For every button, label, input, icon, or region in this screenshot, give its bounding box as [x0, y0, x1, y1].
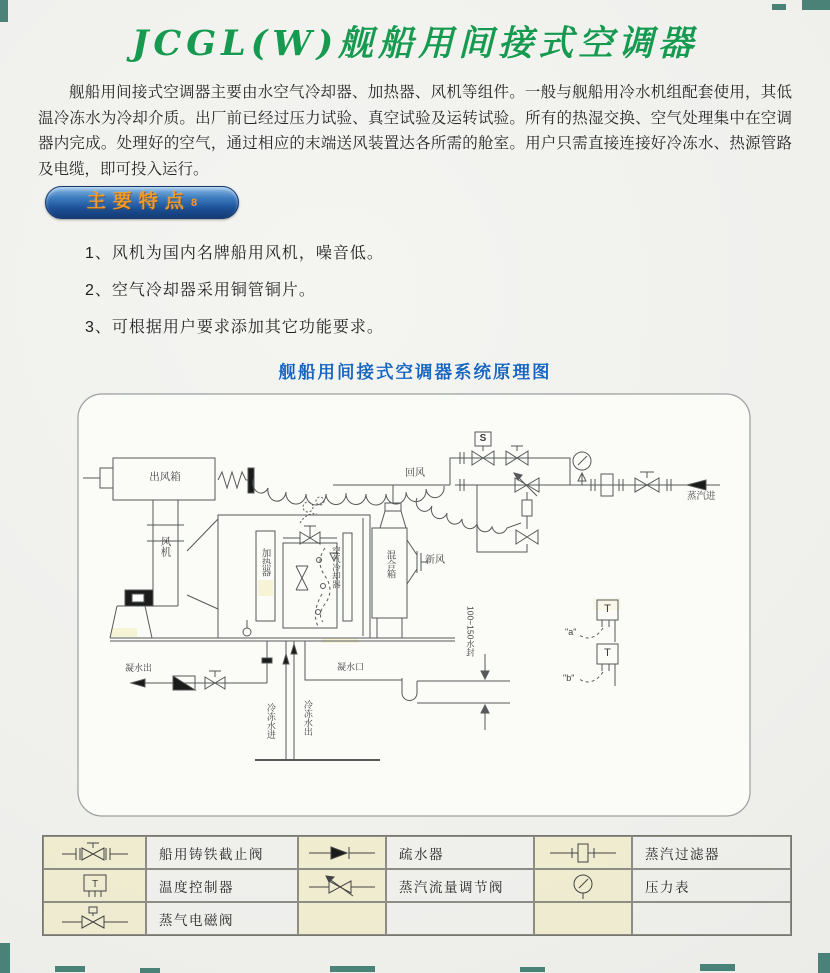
fresh-air-label: 新风 — [425, 555, 445, 566]
features-badge-label: 主要特点 — [86, 191, 191, 212]
scan-mark — [700, 964, 735, 971]
scan-mark — [802, 0, 830, 10]
temp-controller-t-label: T — [604, 603, 611, 615]
intro-paragraph: 舰船用间接式空调器主要由水空气冷却器、加热器、风机等组件。一般与舰船用冷水机组配套使用，其低温冷冻水为冷却介质。出厂前已经过压力试验、真空试验及运转试验。所有的热湿交换、空气处理集中在空调器内完成。处理好的空气，通过相应的末端送风装置达各所需的舱室。用户只需直接连接好冷冻水、热源管路及电缆，即可投入运行。 — [38, 84, 792, 178]
features-list — [85, 240, 384, 351]
return-air-label: 回风 — [405, 468, 425, 479]
page-title: JCGL(W)舰船用间接式空调器 — [131, 23, 699, 64]
features-badge-suffix: 8 — [190, 197, 198, 209]
chilled-in-label: 冷冻水进 — [265, 703, 276, 739]
water-seal-label: 100~150水封 — [465, 606, 476, 657]
solenoid-s-label: S — [479, 433, 487, 444]
scan-mark — [0, 943, 10, 973]
stop-valve-icon — [43, 836, 146, 869]
legend-label: 蒸汽过滤器 — [632, 836, 791, 869]
legend-table — [42, 835, 792, 936]
regulating-valve-icon — [298, 869, 386, 902]
heater-label: 加热器 — [259, 548, 271, 577]
temp-controller-icon — [43, 869, 146, 902]
legend-label — [386, 902, 534, 935]
mixing-box-label: 混合箱 — [384, 550, 396, 579]
temp-controller-t-label: T — [604, 647, 611, 659]
scan-mark — [818, 953, 830, 973]
scan-mark — [772, 4, 786, 10]
sensor-a-label: "a" — [565, 627, 577, 637]
scan-mark — [330, 966, 375, 972]
scan-mark — [140, 968, 160, 973]
outlet-box-label: 出风箱 — [149, 471, 181, 483]
legend-label: 疏水器 — [386, 836, 534, 869]
scan-mark — [520, 967, 545, 972]
system-diagram — [75, 388, 755, 824]
steam-trap-icon — [298, 836, 386, 869]
chilled-out-label: 冷冻水出 — [302, 700, 313, 736]
legend-label: 压力表 — [632, 869, 791, 902]
scan-mark — [55, 966, 85, 972]
legend-label — [632, 902, 791, 935]
legend-label: 蒸汽流量调节阀 — [386, 869, 534, 902]
svg-text:T: T — [91, 878, 98, 890]
fan-label: 风机 — [159, 536, 172, 557]
steam-in-label: 蒸汽进 — [687, 491, 716, 502]
system-diagram-graphics — [75, 388, 755, 824]
sensor-b-label: "b" — [563, 673, 575, 683]
steam-filter-icon — [534, 836, 632, 869]
legend-label: 温度控制器 — [146, 869, 298, 902]
feature-item: 1、风机为国内名牌船用风机，噪音低。 — [85, 245, 384, 262]
air-cooler-label: 空气冷却器 — [331, 546, 342, 589]
condensate-out-label: 凝水出 — [125, 663, 153, 673]
diagram-title: 舰船用间接式空调器系统原理图 — [278, 362, 552, 382]
condensate-port-label: 凝水口 — [337, 662, 365, 672]
feature-item: 3、可根据用户要求添加其它功能要求。 — [85, 319, 384, 336]
legend-empty-cell — [298, 902, 386, 935]
diagram-border — [78, 394, 750, 816]
features-badge — [45, 186, 239, 219]
pressure-gauge-icon — [534, 869, 632, 902]
legend-empty-cell — [534, 902, 632, 935]
legend-label: 船用铸铁截止阀 — [146, 836, 298, 869]
solenoid-valve-icon — [43, 902, 146, 935]
feature-item: 2、空气冷却器采用铜管铜片。 — [85, 282, 316, 299]
legend-label: 蒸气电磁阀 — [146, 902, 298, 935]
